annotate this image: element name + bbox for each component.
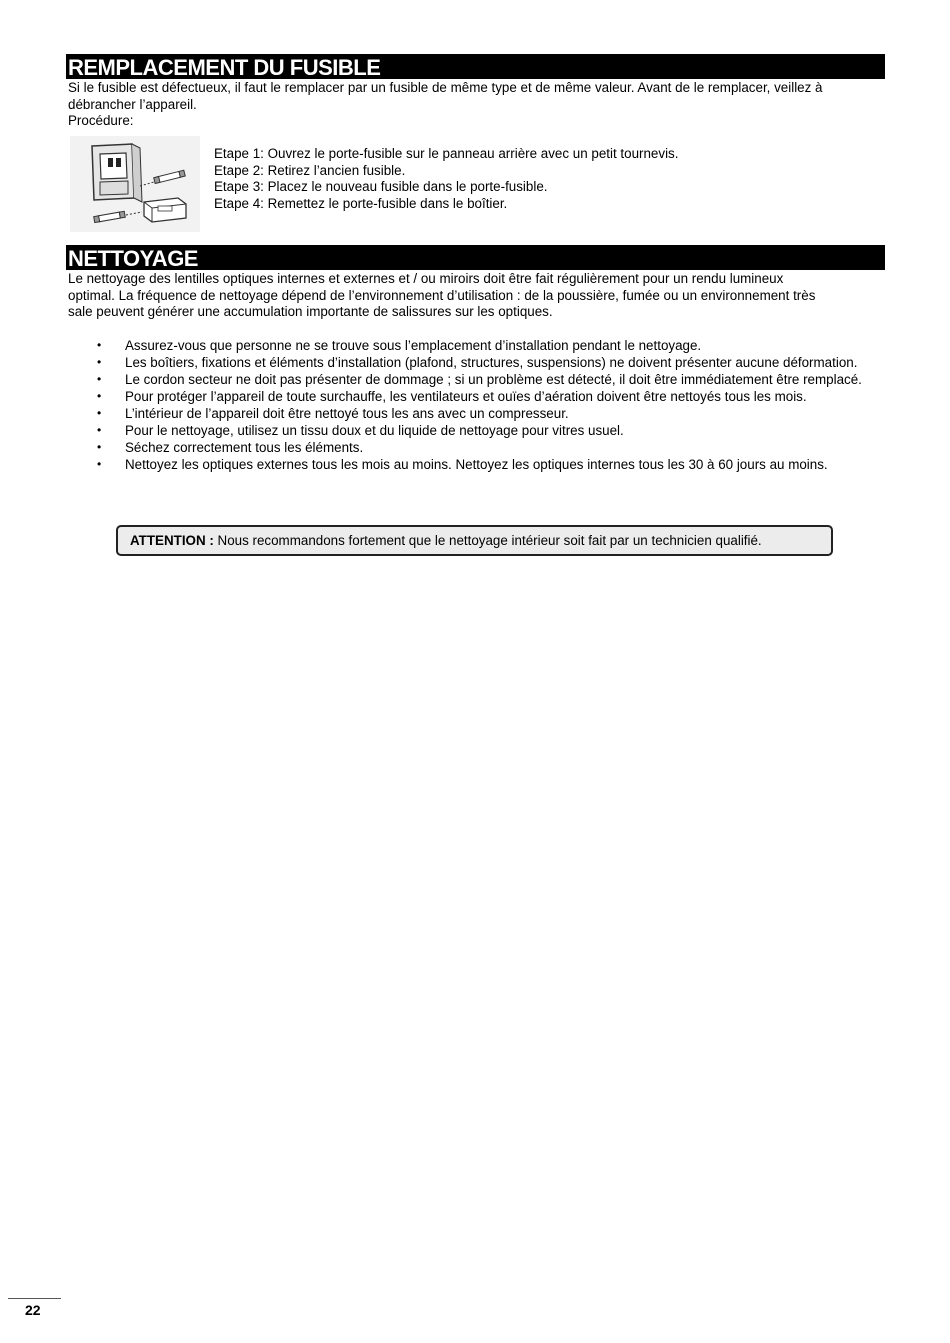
list-item-text: Séchez correctement tous les éléments.: [125, 440, 364, 455]
list-item-text: Pour protéger l’appareil de toute surchauffe, les ventilateurs et ouïes d’aération doivent être nettoyés tous les mois.: [125, 389, 807, 404]
page-number: 22: [25, 1302, 41, 1318]
bullet-icon: •: [97, 423, 102, 437]
bullet-icon: •: [97, 457, 102, 471]
cleaning-intro: [68, 271, 888, 321]
fuse-section-title: REMPLACEMENT DU FUSIBLE: [66, 54, 885, 79]
cleaning-intro-line-1: Le nettoyage des lentilles optiques internes et externes et / ou miroirs doit être fait régulièrement pour un rendu lumineux: [68, 271, 784, 286]
list-item: [94, 337, 894, 354]
step-3: Etape 3: Placez le nouveau fusible dans le porte-fusible.: [214, 179, 548, 195]
step-4: Etape 4: Remettez le porte-fusible dans le boîtier.: [214, 196, 508, 212]
attention-box: [116, 525, 833, 556]
bullet-icon: •: [97, 372, 102, 386]
list-item-text: Les boîtiers, fixations et éléments d’installation (plafond, structures, suspensions) ne doivent présenter aucune déformation.: [125, 355, 858, 370]
cleaning-intro-line-2: optimal. La fréquence de nettoyage dépend de l’environnement d’utilisation : de la poussière, fumée ou un environnement très: [68, 287, 816, 303]
list-item: [94, 405, 894, 422]
footer-divider: [8, 1298, 61, 1299]
list-item-text: Nettoyez les optiques externes tous les mois au moins. Nettoyez les optiques internes tous les 30 à 60 jours au moins.: [125, 457, 828, 472]
list-item: [94, 388, 894, 405]
list-item: [94, 371, 894, 388]
list-item: [94, 354, 894, 371]
list-item-text: L’intérieur de l’appareil doit être nettoyé tous les ans avec un compresseur.: [125, 406, 569, 421]
step-2: Etape 2: Retirez l’ancien fusible.: [214, 162, 406, 178]
fuse-intro: [68, 80, 888, 130]
bullet-icon: •: [97, 355, 102, 369]
list-item-text: Le cordon secteur ne doit pas présenter de dommage ; si un problème est détecté, il doit être immédiatement être remplacé.: [125, 372, 862, 387]
list-item: [94, 439, 894, 456]
procedure-label: Procédure:: [68, 113, 134, 128]
list-item: [94, 422, 894, 439]
bullet-icon: •: [97, 389, 102, 403]
fuse-holder-illustration: [70, 136, 200, 232]
step-1: Etape 1: Ouvrez le porte-fusible sur le panneau arrière avec un petit tournevis.: [214, 146, 679, 161]
list-item: [94, 456, 894, 473]
fuse-intro-line-2: débrancher l’appareil.: [68, 96, 197, 112]
bullet-icon: •: [97, 338, 102, 352]
bullet-icon: •: [97, 440, 102, 454]
cleaning-intro-line-3: sale peuvent générer une accumulation importante de salissures sur les optiques.: [68, 304, 553, 319]
cleaning-section-title: NETTOYAGE: [66, 245, 885, 270]
fuse-intro-line-1: Si le fusible est défectueux, il faut le remplacer par un fusible de même type et de même valeur. Avant de le remplacer, veillez à: [68, 80, 823, 95]
list-item-text: Assurez-vous que personne ne se trouve sous l’emplacement d’installation pendant le nettoyage.: [125, 338, 702, 353]
list-item-text: Pour le nettoyage, utilisez un tissu doux et du liquide de nettoyage pour vitres usuel.: [125, 423, 624, 438]
attention-text: Nous recommandons fortement que le nettoyage intérieur soit fait par un technicien qualifié.: [213, 533, 762, 548]
fuse-steps: [214, 146, 678, 213]
bullet-icon: •: [97, 406, 102, 420]
cleaning-bullet-list: [94, 337, 894, 473]
attention-label: ATTENTION :: [130, 533, 214, 548]
